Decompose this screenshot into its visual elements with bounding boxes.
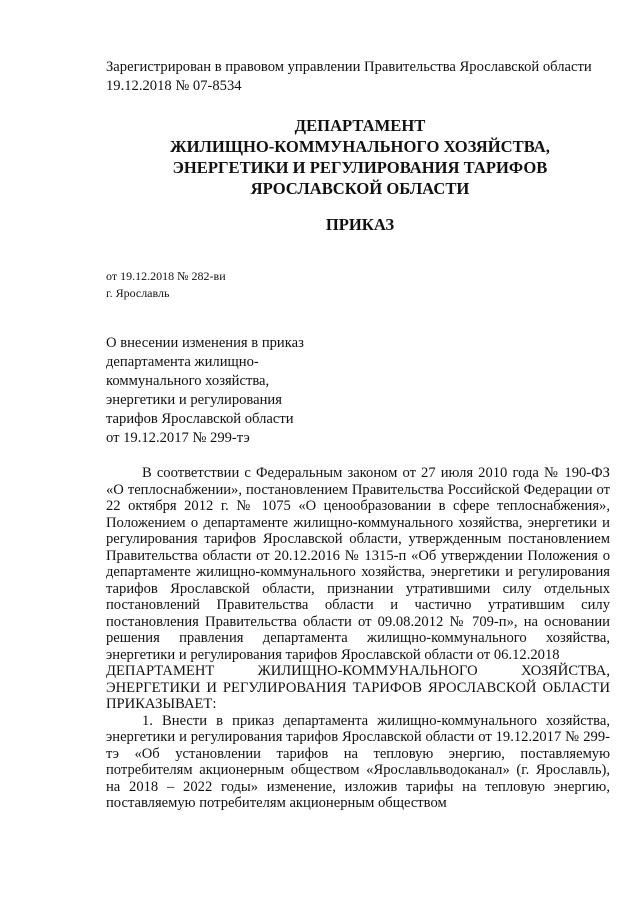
preamble-paragraph: В соответствии с Федеральным законом от 27 июля 2010 года № 190-ФЗ «О теплоснабжении», постановлением Правительства Российской Федерации от 22 октября 2012 г. № 1075 «О ценообразовании в сфере теплоснабжения», Положением о департаменте жилищно-коммунального хозяйства, энергетики и регулирования тарифов Ярославской области, утвержденным постановлением Правительства области от 20.12.2016 № 1315-п «Об утверждении Положения о департаменте жилищно-коммунального хозяйства, энергетики и регулирования тарифов Ярославской области, признании утратившими силу отдельных постановлений Правительства области и частично утратившим силу постановления Правительства области от 09.08.2012 № 709-п», на основании решения правления департамента жилищно-коммунального хозяйства, энергетики и регулирования тарифов Ярославской области от 06.12.2018 <box>106 465 610 663</box>
subject-line-5: тарифов Ярославской области <box>106 411 294 427</box>
registration-line-1: Зарегистрирован в правовом управлении Правительства Ярославской области <box>106 59 592 75</box>
registration-line-2: 19.12.2018 № 07-8534 <box>106 78 242 94</box>
department-line-2: ЖИЛИЩНО-КОММУНАЛЬНОГО ХОЗЯЙСТВА, <box>170 137 550 156</box>
department-line-3: ЭНЕРГЕТИКИ И РЕГУЛИРОВАНИЯ ТАРИФОВ <box>172 158 548 177</box>
subject-line-1: О внесении изменения в приказ <box>106 335 304 351</box>
department-line-4: ЯРОСЛАВСКОЙ ОБЛАСТИ <box>250 179 470 198</box>
order-date-number: от 19.12.2018 № 282-ви <box>106 269 226 283</box>
department-heading <box>100 115 620 199</box>
subject-line-4: энергетики и регулирования <box>106 392 282 408</box>
order-city: г. Ярославль <box>106 286 170 300</box>
orders-paragraph: ДЕПАРТАМЕНТ ЖИЛИЩНО-КОММУНАЛЬНОГО ХОЗЯЙСТВА, ЭНЕРГЕТИКИ И РЕГУЛИРОВАНИЯ ТАРИФОВ ЯРОСЛАВСКОЙ ОБЛАСТИ ПРИКАЗЫВАЕТ: <box>106 663 610 712</box>
order-title: ПРИКАЗ <box>325 215 395 234</box>
subject-line-2: департамента жилищно- <box>106 354 259 370</box>
order-body <box>106 465 610 812</box>
order-meta <box>106 268 226 302</box>
item-1-paragraph: 1. Внести в приказ департамента жилищно-коммунального хозяйства, энергетики и регулирования тарифов Ярославской области от 19.12.2017 № 299-тэ «Об установлении тарифов на тепловую энергию, поставляемую потребителям акционерным обществом «Ярославльводоканал» (г. Ярославль), на 2018 – 2022 годы» изменение, изложив тарифы на тепловую энергию, поставляемую потребителям акционерным обществом <box>106 712 610 811</box>
order-subject <box>106 334 304 448</box>
subject-line-3: коммунального хозяйства, <box>106 373 270 389</box>
registration-note <box>106 58 626 96</box>
subject-line-6: от 19.12.2017 № 299-тэ <box>106 430 250 446</box>
department-line-1: ДЕПАРТАМЕНТ <box>294 116 426 135</box>
